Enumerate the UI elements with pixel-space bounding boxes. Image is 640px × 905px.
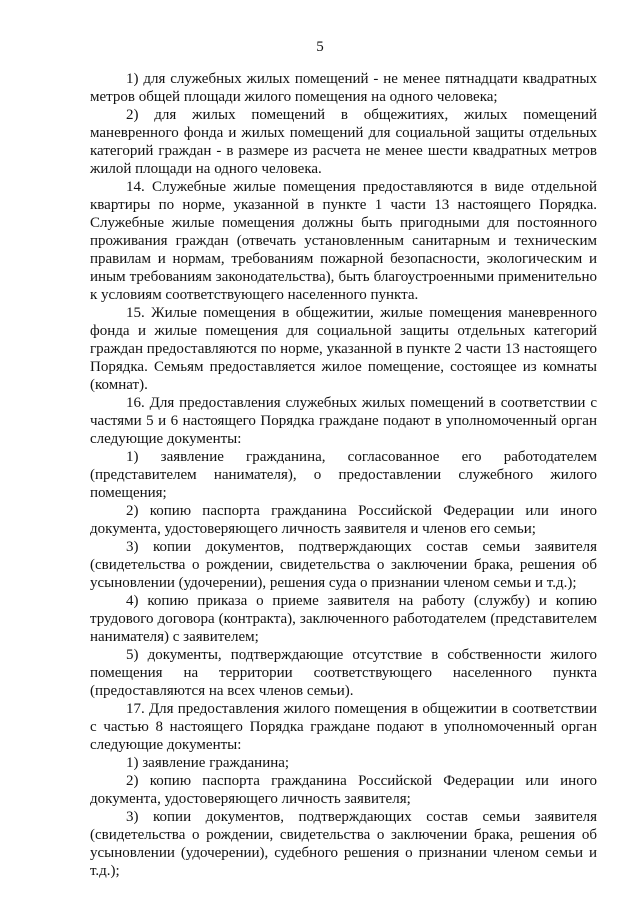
paragraph: 14. Служебные жилые помещения предоставляются в виде отдельной квартиры по норме, указанной в пункте 1 части 13 настоящего Порядка. Служебные жилые помещения должны быть пригодными для постоянного проживания граждан (отвечать установленным санитарным и техническим правилам и нормам, требованиям пожарной безопасности, экологическим и иным требованиям законодательства), быть благоустроенными применительно к условиям соответствующего населенного пункта. [90, 179, 597, 303]
paragraph: 3) копии документов, подтверждающих состав семьи заявителя (свидетельства о рождении, свидетельства о заключении брака, решения об усыновлении (удочерении), судебного решения о признании членом семьи и т.д.); [90, 809, 597, 879]
paragraph: 1) заявление гражданина; [126, 755, 290, 771]
paragraph: 17. Для предоставления жилого помещения в общежитии в соответствии с частью 8 настоящего Порядка граждане подают в уполномоченный орган следующие документы: [90, 701, 597, 753]
paragraph: 1) заявление гражданина, согласованное его работодателем (представителем нанимателя), о предоставлении служебного жилого помещения; [90, 449, 597, 501]
page-number: 5 [316, 39, 324, 55]
paragraph: 16. Для предоставления служебных жилых помещений в соответствии с частями 5 и 6 настоящего Порядка граждане подают в уполномоченный орган следующие документы: [90, 395, 597, 447]
paragraph: 4) копию приказа о приеме заявителя на работу (службу) и копию трудового договора (контракта), заключенного работодателем (представителем нанимателя) с заявителем; [90, 593, 597, 645]
paragraph: 2) копию паспорта гражданина Российской Федерации или иного документа, удостоверяющего личность заявителя; [90, 773, 597, 807]
paragraph: 2) для жилых помещений в общежитиях, жилых помещений маневренного фонда и жилых помещений для социальной защиты отдельных категорий граждан - в размере из расчета не менее шести квадратных метров жилой площади на одного человека. [90, 107, 597, 177]
paragraph: 1) для служебных жилых помещений - не менее пятнадцати квадратных метров общей площади жилого помещения на одного человека; [90, 71, 597, 105]
paragraph: 2) копию паспорта гражданина Российской Федерации или иного документа, удостоверяющего личность заявителя и членов его семьи; [90, 503, 597, 537]
paragraph: 15. Жилые помещения в общежитии, жилые помещения маневренного фонда и жилые помещения для социальной защиты отдельных категорий граждан предоставляются по норме, указанной в пункте 2 части 13 настоящего Порядка. Семьям предоставляется жилое помещение, состоящее из комнаты (комнат). [90, 305, 597, 393]
document-body [90, 70, 597, 880]
paragraph: 5) документы, подтверждающие отсутствие в собственности жилого помещения на территории соответствующего населенного пункта (предоставляются на всех членов семьи). [90, 647, 597, 699]
paragraph: 3) копии документов, подтверждающих состав семьи заявителя (свидетельства о рождении, свидетельства о заключении брака, решения об усыновлении (удочерении), решения суда о признании членом семьи и т.д.); [90, 539, 597, 591]
